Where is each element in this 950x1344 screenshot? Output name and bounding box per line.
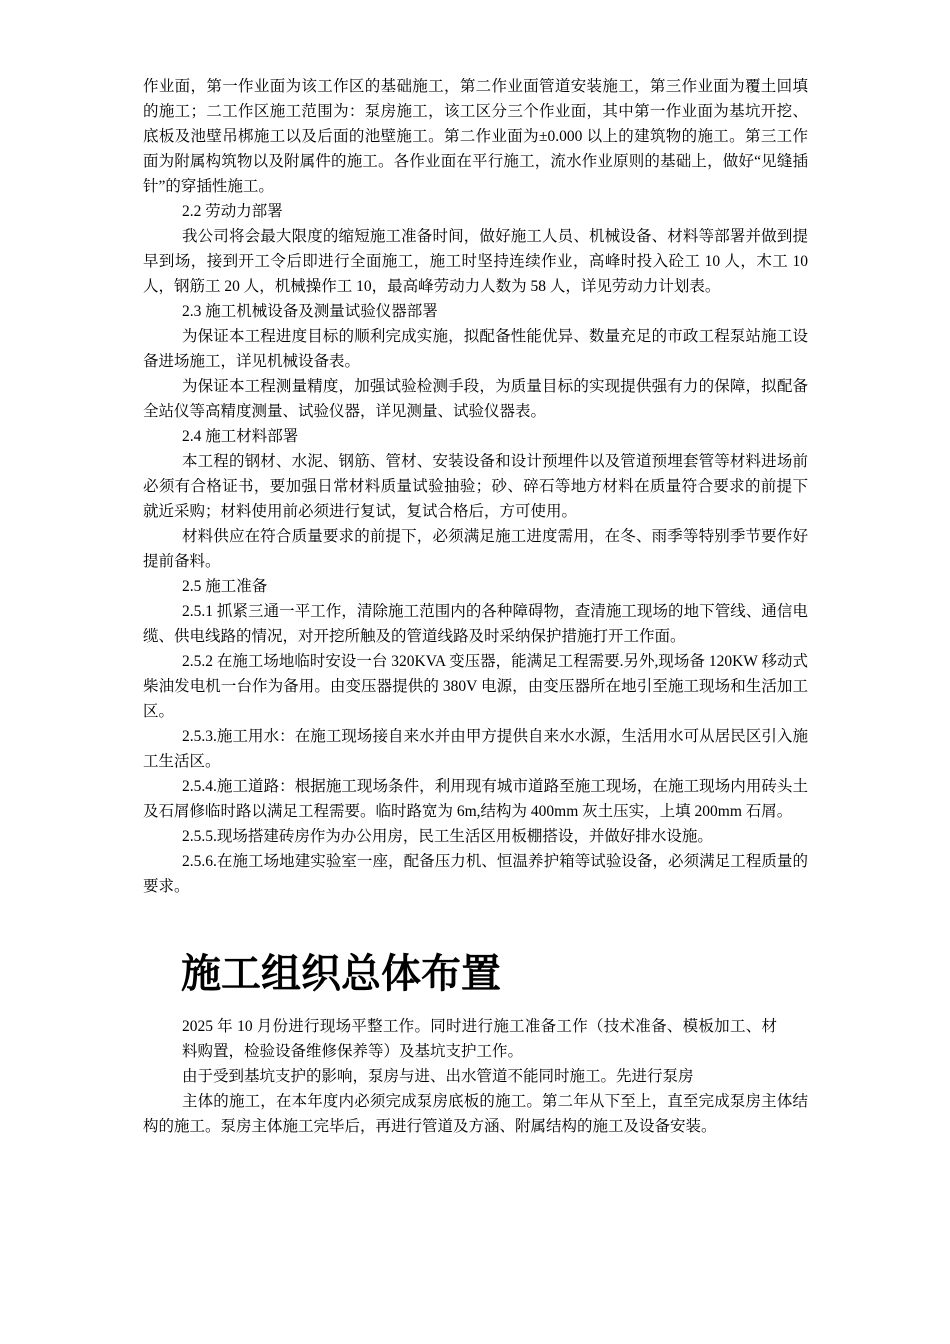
body-paragraph: 主体的施工，在本年度内必须完成泵房底板的施工。第二年从下至上，直至完成泵房主体结构的施工。泵房主体施工完毕后，再进行管道及方涵、附属结构的施工及设备安装。 bbox=[143, 1093, 808, 1135]
body-paragraph: 2.5.4.施工道路：根据施工现场条件，利用现有城市道路至施工现场，在施工现场内用砖头土及石屑修临时路以满足工程需要。临时路宽为 6m,结构为 400mm 灰土压实，上填 200mm 石屑。 bbox=[143, 778, 808, 820]
body-paragraph: 为保证本工程测量精度，加强试验检测手段，为质量目标的实现提供强有力的保障，拟配备全站仪等高精度测量、试验仪器，详见测量、试验仪器表。 bbox=[143, 378, 808, 420]
body-paragraph: 2.5.2 在施工场地临时安设一台 320KVA 变压器，能满足工程需要.另外,现场备 120KW 移动式柴油发电机一台作为备用。由变压器提供的 380V 电源，由变压器所在地引至施工现场和生活加工区。 bbox=[143, 653, 808, 720]
section-heading: 2.3 施工机械设备及测量试验仪器部署 bbox=[182, 303, 438, 320]
body-paragraph: 本工程的钢材、水泥、钢筋、管材、安装设备和设计预埋件以及管道预埋套管等材料进场前必须有合格证书，要加强日常材料质量试验抽验；砂、碎石等地方材料在质量符合要求的前提下就近采购；材料使用前必须进行复试，复试合格后，方可使用。 bbox=[143, 453, 808, 520]
body-paragraph: 由于受到基坑支护的影响，泵房与进、出水管道不能同时施工。先进行泵房 bbox=[182, 1068, 694, 1085]
section-heading: 2.4 施工材料部署 bbox=[182, 428, 299, 445]
body-paragraph: 作业面，第一作业面为该工作区的基础施工，第二作业面管道安装施工，第三作业面为覆土回填的施工；二工作区施工范围为：泵房施工，该工区分三个作业面，其中第一作业面为基坑开挖、底板及池壁吊梆施工以及后面的池壁施工。第二作业面为±0.000 以上的建筑物的施工。第三工作面为附属构筑物以及附属件的施工。各作业面在平行施工，流水作业原则的基础上，做好“见缝插针”的穿插性施工。 bbox=[143, 78, 808, 195]
body-paragraph: 2.5.6.在施工场地建实验室一座，配备压力机、恒温养护箱等试验设备，必须满足工程质量的要求。 bbox=[143, 853, 808, 895]
body-paragraph: 2.5.3.施工用水：在施工现场接自来水并由甲方提供自来水水源，生活用水可从居民区引入施工生活区。 bbox=[143, 728, 808, 770]
body-paragraph: 2025 年 10 月份进行现场平整工作。同时进行施工准备工作（技术准备、模板加工、材料购置，检验设备维修保养等）及基坑支护工作。 bbox=[182, 1018, 777, 1060]
body-paragraph: 2.5.5.现场搭建砖房作为办公用房，民工生活区用板棚搭设，并做好排水设施。 bbox=[182, 828, 713, 845]
section-heading: 2.2 劳动力部署 bbox=[182, 203, 283, 220]
body-paragraph: 为保证本工程进度目标的顺利完成实施，拟配备性能优异、数量充足的市政工程泵站施工设备进场施工，详见机械设备表。 bbox=[143, 328, 808, 370]
document-body bbox=[143, 74, 808, 1139]
section-heading: 2.5 施工准备 bbox=[182, 578, 268, 595]
body-paragraph: 我公司将会最大限度的缩短施工准备时间，做好施工人员、机械设备、材料等部署并做到提早到场，接到开工令后即进行全面施工，施工时坚持连续作业，高峰时投入砼工 10 人，木工 10 人，钢筋工 20 人，机械操作工 10，最高峰劳动力人数为 58 人，详见劳动力计划表。 bbox=[143, 228, 808, 295]
body-paragraph: 材料供应在符合质量要求的前提下，必须满足施工进度需用，在冬、雨季等特别季节要作好提前备料。 bbox=[143, 528, 808, 570]
body-paragraph: 2.5.1 抓紧三通一平工作，清除施工范围内的各种障碍物，查清施工现场的地下管线、通信电缆、供电线路的情况，对开挖所触及的管道线路及时采纳保护措施打开工作面。 bbox=[143, 603, 808, 645]
section-title: 施工组织总体布置 bbox=[181, 951, 501, 997]
